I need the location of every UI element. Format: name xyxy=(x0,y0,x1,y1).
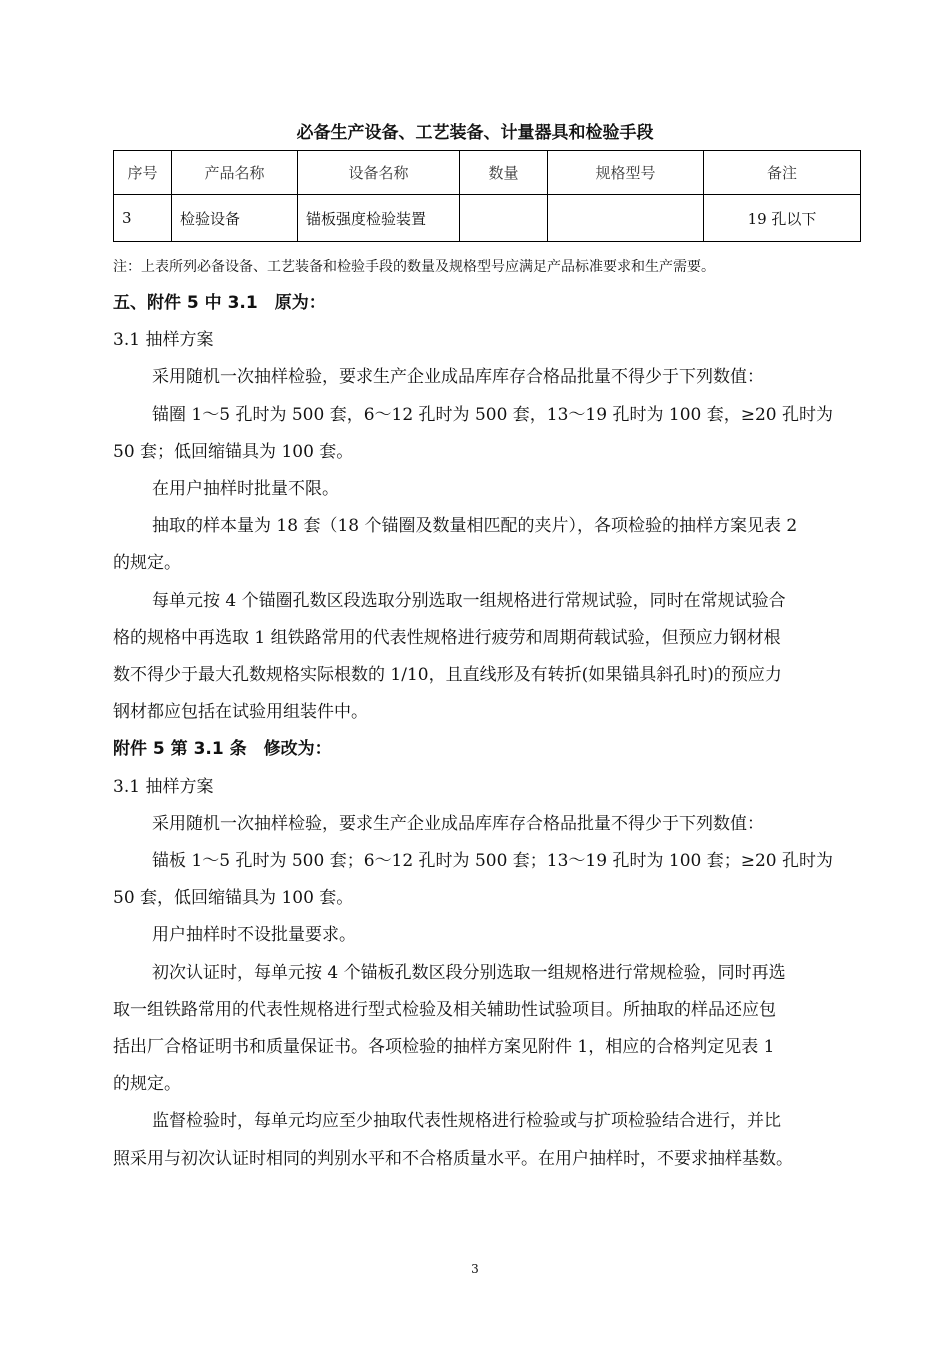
header-product-name: 产品名称 xyxy=(172,151,298,195)
paragraph-line: 采用随机一次抽样检验，要求生产企业成品库库存合格品批量不得少于下列数值： xyxy=(152,814,764,834)
paragraph-line: 抽取的样本量为 18 套（18 个锚圈及数量相匹配的夹片），各项检验的抽样方案见表 2 xyxy=(152,516,798,536)
equipment-table xyxy=(113,150,861,242)
table-note: 注：上表所列必备设备、工艺装备和检验手段的数量及规格型号应满足产品标准要求和生产需要。 xyxy=(113,259,715,275)
table-row xyxy=(114,195,861,242)
paragraph-line: 初次认证时，每单元按 4 个锚板孔数区段分别选取一组规格进行常规检验，同时再选 xyxy=(152,963,786,983)
paragraph-line: 50 套，低回缩锚具为 100 套。 xyxy=(113,888,354,908)
cell-index: 3 xyxy=(114,195,172,242)
paragraph-line: 监督检验时，每单元均应至少抽取代表性规格进行检验或与扩项检验结合进行，并比 xyxy=(152,1111,781,1131)
paragraph-line: 照采用与初次认证时相同的判别水平和不合格质量水平。在用户抽样时，不要求抽样基数。 xyxy=(113,1149,793,1169)
paragraph-line: 数不得少于最大孔数规格实际根数的 1/10，且直线形及有转折(如果锚具斜孔时)的预应力 xyxy=(113,665,782,685)
paragraph-line: 钢材都应包括在试验用组装件中。 xyxy=(113,702,368,722)
paragraph-line: 锚板 1～5 孔时为 500 套；6～12 孔时为 500 套；13～19 孔时为 100 套；≥20 孔时为 xyxy=(152,851,834,871)
paragraph-line: 格的规格中再选取 1 组铁路常用的代表性规格进行疲劳和周期荷载试验，但预应力钢材根 xyxy=(113,628,781,648)
cell-spec-model xyxy=(548,195,704,242)
paragraph-line: 的规定。 xyxy=(113,553,181,573)
section-heading: 附件 5 第 3.1 条 修改为： xyxy=(113,739,332,759)
header-spec-model: 规格型号 xyxy=(548,151,704,195)
paragraph-line: 用户抽样时不设批量要求。 xyxy=(152,925,356,945)
cell-remarks: 19 孔以下 xyxy=(704,195,861,242)
paragraph-line: 3.1 抽样方案 xyxy=(113,777,214,797)
paragraph-line: 采用随机一次抽样检验，要求生产企业成品库库存合格品批量不得少于下列数值： xyxy=(152,367,764,387)
cell-quantity xyxy=(460,195,548,242)
paragraph-line: 每单元按 4 个锚圈孔数区段选取分别选取一组规格进行常规试验，同时在常规试验合 xyxy=(152,591,786,611)
page-number: 3 xyxy=(471,1262,479,1276)
paragraph-line: 锚圈 1～5 孔时为 500 套，6～12 孔时为 500 套，13～19 孔时为 100 套，≥20 孔时为 xyxy=(152,405,834,425)
table-header-row xyxy=(114,151,861,195)
paragraph-line: 的规定。 xyxy=(113,1074,181,1094)
cell-product-name: 检验设备 xyxy=(172,195,298,242)
paragraph-line: 在用户抽样时批量不限。 xyxy=(152,479,339,499)
header-quantity: 数量 xyxy=(460,151,548,195)
paragraph-line: 50 套；低回缩锚具为 100 套。 xyxy=(113,442,354,462)
header-remarks: 备注 xyxy=(704,151,861,195)
cell-equipment-name: 锚板强度检验装置 xyxy=(298,195,460,242)
header-index: 序号 xyxy=(114,151,172,195)
page-title: 必备生产设备、工艺装备、计量器具和检验手段 xyxy=(296,123,654,143)
section-heading: 五、附件 5 中 3.1 原为： xyxy=(113,293,326,313)
paragraph-line: 3.1 抽样方案 xyxy=(113,330,214,350)
paragraph-line: 取一组铁路常用的代表性规格进行型式检验及相关辅助性试验项目。所抽取的样品还应包 xyxy=(113,1000,776,1020)
header-equipment-name: 设备名称 xyxy=(298,151,460,195)
paragraph-line: 括出厂合格证明书和质量保证书。各项检验的抽样方案见附件 1，相应的合格判定见表 1 xyxy=(113,1037,775,1057)
